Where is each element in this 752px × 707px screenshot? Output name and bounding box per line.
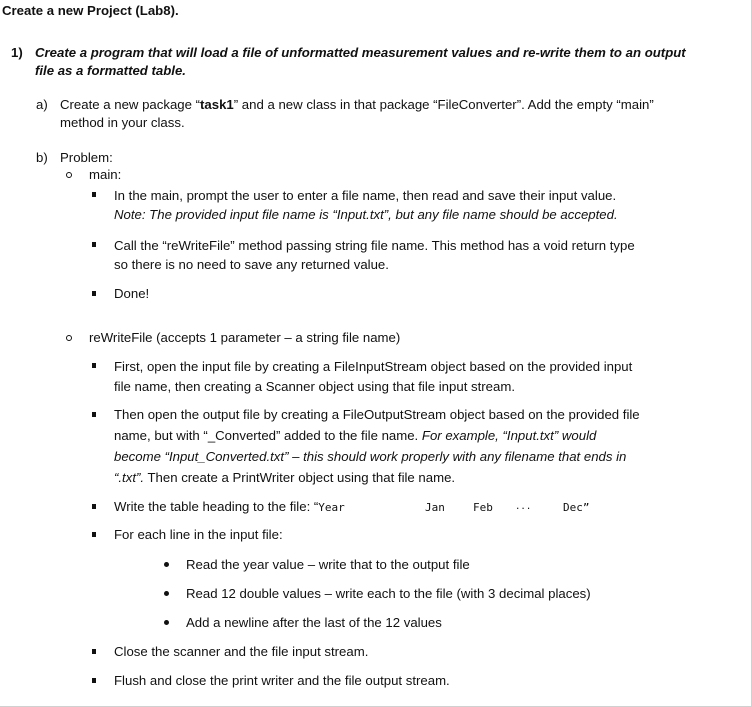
item-a-label: a) — [36, 97, 48, 112]
rewrite-c2-line3: become “Input_Converted.txt” – this should work properly with any filename that ends in — [114, 449, 627, 464]
rewrite-c5: Close the scanner and the file input stream. — [114, 644, 369, 659]
rewrite-c1-line1: First, open the input file by creating a FileInputStream object based on the provided input — [114, 359, 633, 374]
item-b-heading: Problem: — [60, 150, 113, 165]
square-bullet — [92, 242, 96, 247]
item-b-label: b) — [36, 150, 48, 165]
rewrite-c2-line1: Then open the output file by creating a FileOutputStream object based on the provided file — [114, 407, 640, 422]
circle-bullet — [66, 335, 72, 341]
question-number: 1) — [11, 45, 23, 60]
rewrite-c6: Flush and close the print writer and the file output stream. — [114, 673, 450, 688]
square-bullet — [92, 504, 96, 509]
main-bullet1-line2: Note: The provided input file name is “Input.txt”, but any file name should be accepted. — [114, 207, 618, 222]
heading-feb: Feb — [473, 501, 493, 514]
square-bullet — [92, 412, 96, 417]
item-a-line2: method in your class. — [60, 115, 185, 130]
main-bullet2-line1: Call the “reWriteFile” method passing string file name. This method has a void return type — [114, 238, 635, 253]
loop-step1: Read the year value – write that to the output file — [186, 557, 470, 572]
document-title: Create a new Project (Lab8). — [2, 3, 179, 18]
heading-jan: Jan — [425, 501, 445, 514]
square-bullet — [92, 363, 96, 368]
square-bullet — [92, 192, 96, 197]
loop-step2: Read 12 double values – write each to the file (with 3 decimal places) — [186, 586, 591, 601]
item-a-line1: Create a new package “task1” and a new class in that package “FileConverter”. Add the empty “main” — [60, 97, 654, 112]
square-bullet — [92, 649, 96, 654]
question-text-line1: Create a program that will load a file of unformatted measurement values and re-write them to an output — [35, 45, 686, 60]
rewrite-label: reWriteFile (accepts 1 parameter – a string file name) — [89, 330, 401, 345]
rewrite-c2-line4: “.txt”. Then create a PrintWriter object using that file name. — [114, 470, 456, 485]
heading-dec: Dec” — [563, 501, 590, 514]
square-bullet — [92, 291, 96, 296]
loop-step3: Add a newline after the last of the 12 values — [186, 615, 442, 630]
main-bullet1-line1: In the main, prompt the user to enter a file name, then read and save their input value. — [114, 188, 617, 203]
main-label: main: — [89, 167, 122, 182]
rewrite-c1-line2: file name, then creating a Scanner object using that file input stream. — [114, 379, 515, 394]
question-text-line2: file as a formatted table. — [35, 63, 186, 78]
rewrite-c4: For each line in the input file: — [114, 527, 283, 542]
round-bullet — [164, 562, 169, 567]
square-bullet — [92, 532, 96, 537]
rewrite-c2-line2: name, but with “_Converted” added to the file name. For example, “Input.txt” would — [114, 428, 597, 443]
heading-dots: ... — [515, 502, 532, 512]
square-bullet — [92, 678, 96, 683]
rewrite-c3-text: Write the table heading to the file: “Year — [114, 499, 345, 514]
main-bullet3: Done! — [114, 286, 150, 301]
circle-bullet — [66, 172, 72, 178]
round-bullet — [164, 620, 169, 625]
main-bullet2-line2: so there is no need to save any returned value. — [114, 257, 389, 272]
round-bullet — [164, 591, 169, 596]
